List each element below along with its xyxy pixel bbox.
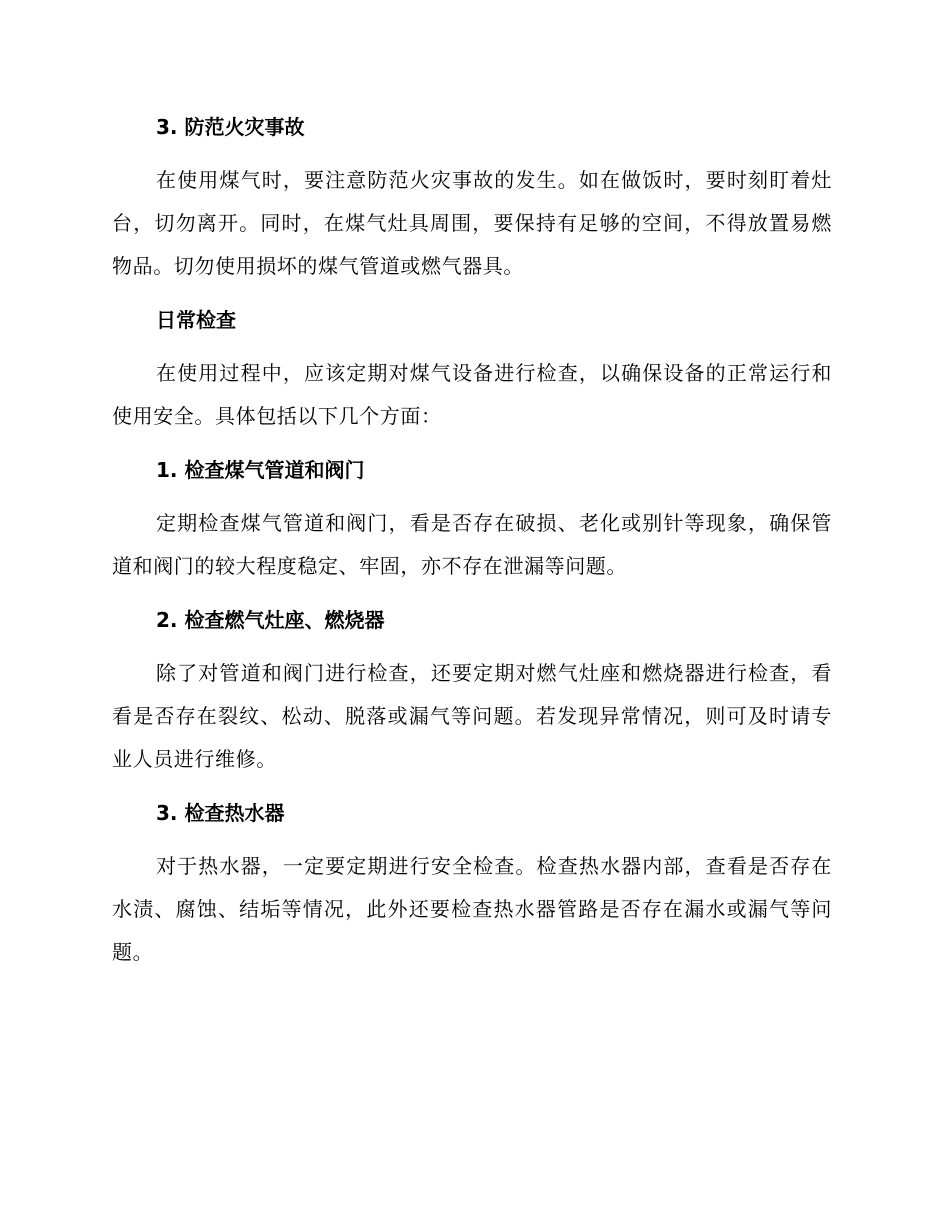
paragraph-water-heater: 对于热水器，一定要定期进行安全检查。检查热水器内部，查看是否存在水渍、腐蚀、结垢等情况，此外还要检查热水器管路是否存在漏水或漏气等问题。: [112, 854, 832, 964]
section-heading-water-heater: 3. 检查热水器: [156, 801, 285, 825]
paragraph-pipes-valves: 定期检查煤气管道和阀门，看是否存在破损、老化或别针等现象，确保管道和阀门的较大程度稳定、牢固，亦不存在泄漏等问题。: [112, 511, 832, 578]
section-heading-daily-inspection: 日常检查: [156, 308, 236, 332]
document-page: [112, 105, 832, 984]
paragraph-stove-burner: 除了对管道和阀门进行检查，还要定期对燃气灶座和燃烧器进行检查，看看是否存在裂纹、松动、脱落或漏气等问题。若发现异常情况，则可及时请专业人员进行维修。: [112, 661, 832, 771]
section-heading-pipes-valves: 1. 检查煤气管道和阀门: [156, 458, 365, 482]
section-heading-stove-burner: 2. 检查燃气灶座、燃烧器: [156, 608, 385, 632]
paragraph-fire-prevention: 在使用煤气时，要注意防范火灾事故的发生。如在做饭时，要时刻盯着灶台，切勿离开。同时，在煤气灶具周围，要保持有足够的空间，不得放置易燃物品。切勿使用损坏的煤气管道或燃气器具。: [112, 168, 832, 278]
paragraph-daily-inspection: 在使用过程中，应该定期对煤气设备进行检查，以确保设备的正常运行和使用安全。具体包括以下几个方面：: [112, 361, 832, 428]
section-heading-fire-prevention: 3. 防范火灾事故: [156, 115, 305, 139]
